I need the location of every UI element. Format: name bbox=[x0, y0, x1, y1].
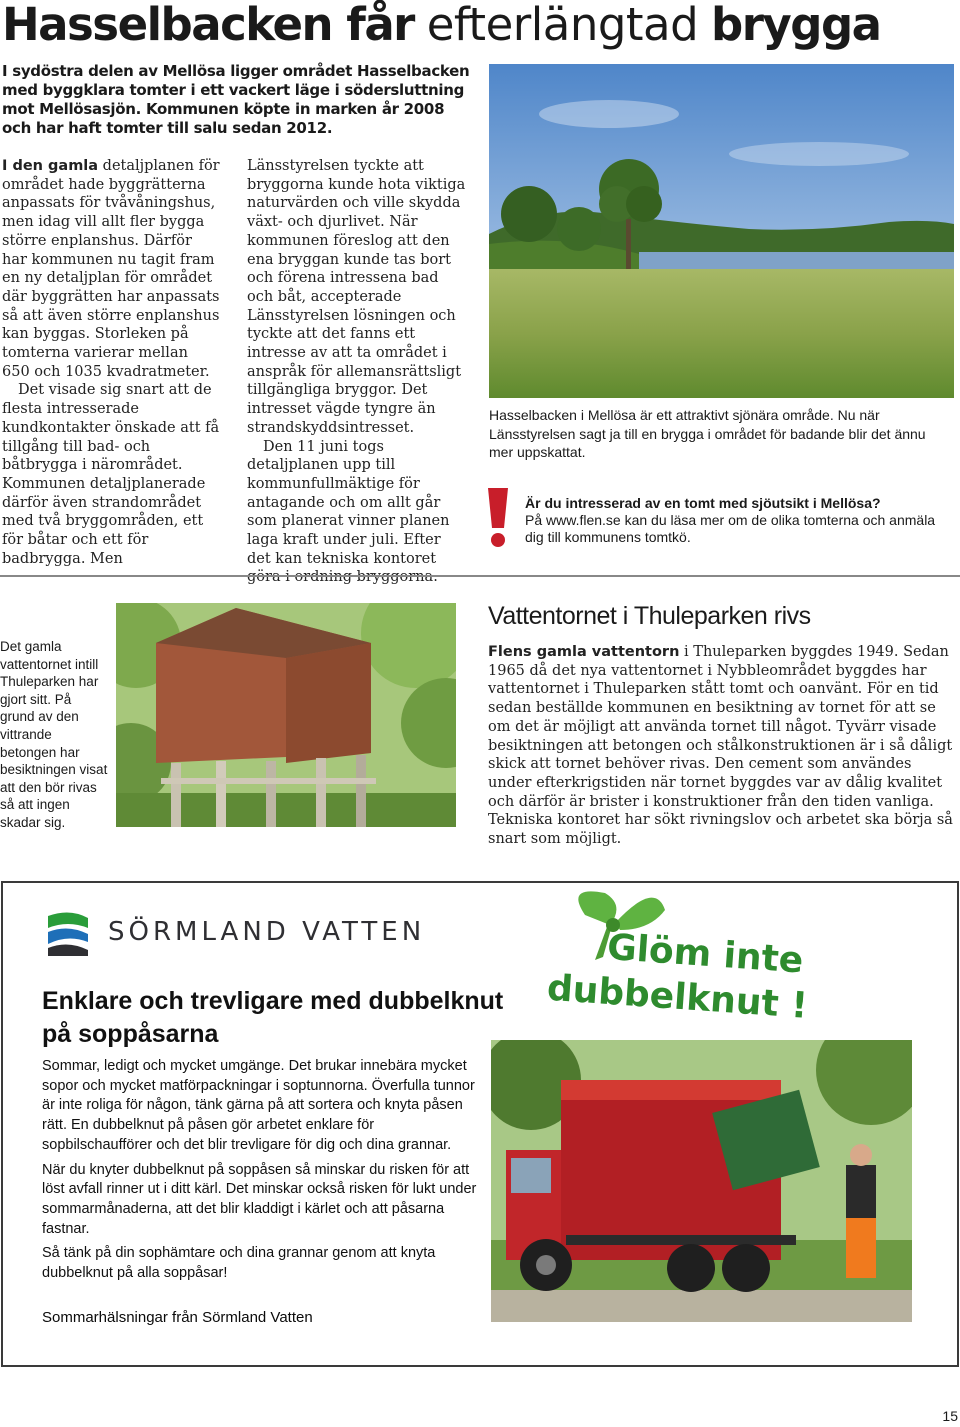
ad-paragraph-3: Så tänk på din sophämtare och dina grannar genom att knyta dubbelknut på alla soppåsar! bbox=[42, 1245, 436, 1282]
tower-lead-words: Flens gamla vattentorn bbox=[488, 644, 680, 660]
tower-article-body bbox=[488, 643, 953, 849]
article-ingress: I sydöstra delen av Mellösa ligger området Hasselbacken med byggklara tomter i ett vackert läge i södersluttning mot Mellösasjön. Kommunen köpte in marken år 2008 och har haft tomter till salu sedan 2012. bbox=[2, 62, 470, 137]
lake-photo bbox=[489, 64, 954, 398]
article-column-1 bbox=[2, 157, 220, 568]
tower-body-text: i Thuleparken byggdes 1949. Sedan 1965 då det nya vattentornet i Nybbleområdet byggdes har vattentornet i Thuleparken stått tomt och oanvänt. För en tid sedan beställde kommunen en besiktning av tornet för att se om det är möjligt att använda tornet till något. Tyvärr visade besiktningen att betongen och stålkonstruktionen är i så dåligt skick att tornet behöver rivas. Den cement som användes under efterkrigstiden när tornet byggdes var av dålig kvalitet och därför är brister i konstruktioner från den tiden vanliga. Tekniska kontoret har sökt rivningslov och arbetet ska börja så snart som möjligt. bbox=[488, 644, 953, 848]
info-text: På www.flen.se kan du läsa mer om de olika tomterna och anmäla dig till kommunens tomtkö. bbox=[525, 512, 936, 545]
logo-text: SÖRMLAND VATTEN bbox=[108, 917, 426, 947]
tower-photo-caption: Det gamla vattentornet intill Thuleparken har gjort sitt. På grund av den vittrande betongen har besiktningen visat att den bör rivas så att ingen skadar sig. bbox=[0, 639, 108, 830]
info-question: Är du intresserad av en tomt med sjöutsikt i Mellösa? bbox=[525, 495, 881, 511]
tower-article-title: Vattentornet i Thuleparken rivs bbox=[488, 602, 811, 630]
ad-paragraph-1: Sommar, ledigt och mycket umgänge. Det brukar innebära mycket sopor och mycket matförpackningar i soptunnorna. Överfulla tunnor är inte roliga för någon, tänk gärna på att sortera och knyta påsen rätt. En dubbelknut på påsen gör arbetet enklare för sopbilschaufförer och det blir trevligare för dig och dina grannar. bbox=[42, 1058, 475, 1153]
ad-body bbox=[42, 1057, 477, 1289]
headline-part-1: Hasselbacken får bbox=[2, 0, 414, 51]
article-headline bbox=[2, 0, 958, 50]
article-column-2 bbox=[247, 157, 467, 587]
info-box bbox=[525, 495, 945, 546]
column-2-paragraph-2: Den 11 juni togs detaljplanen upp till kommunfullmäktige för antagande och om allt går som planerat vinner planen laga kraft under juli. Efter det kan tekniska kontoret göra i ordning bryggorna. bbox=[247, 438, 450, 586]
slogan-graphic bbox=[545, 885, 845, 1035]
section-divider bbox=[0, 575, 960, 577]
column-2-paragraph-1: Länsstyrelsen tyckte att bryggorna kunde hota viktiga naturvärden och ville skydda växt- och djurlivet. När kommunen föreslog att den ena bryggan kunde tas bort och förena intressena bad och båt, accepterade Länsstyrelsen lösningen och tyckte att det fanns ett intresse av att ta området i anspråk för allemansrättsligt tillgängliga bryggor. Det intresset vägde tyngre än strandskyddsintresset. bbox=[247, 158, 466, 436]
headline-part-3: brygga bbox=[711, 0, 881, 51]
lake-photo-caption: Hasselbacken i Mellösa är ett attraktivt sjönära område. Nu när Länsstyrelsen sagt ja till en brygga i området för badande blir det ännu mer uppskattat. bbox=[489, 407, 926, 460]
column-1-paragraph-1: detaljplanen för området hade byggrätterna anpassats för tvåvåningshus, men idag vill allt fler bygga större enplanshus. Därför har kommunen nu tagit fram en ny detaljplan för området där byggrätten har anpassats så att även större enplanshus kan byggas. Storleken på tomterna varierar mellan 650 och 1035 kvadratmeter. bbox=[2, 158, 220, 380]
ad-signature: Sommarhälsningar från Sörmland Vatten bbox=[42, 1309, 313, 1326]
water-tower-image bbox=[116, 603, 456, 827]
column-lead-words: I den gamla bbox=[2, 158, 99, 174]
garbage-truck-image bbox=[491, 1040, 912, 1322]
slogan-line-1: Glöm inte bbox=[605, 926, 805, 982]
column-1-paragraph-2: Det visade sig snart att de flesta intresserade kundkontakter önskade att få tillgång till bad- och båtbrygga i närområdet. Kommunen detaljplanerade därför även strandområdet med två bryggområden, ett för båtar och ett för badbrygga. Men bbox=[2, 382, 220, 567]
headline-part-2: efterlängtad bbox=[426, 0, 699, 51]
page-number: 15 bbox=[942, 1408, 958, 1424]
exclamation-icon bbox=[486, 488, 510, 548]
ad-title: Enklare och trevligare med dubbelknut på soppåsarna bbox=[42, 987, 504, 1048]
slogan-line-2: dubbelknut ! bbox=[545, 967, 809, 1027]
lake-landscape-image bbox=[489, 64, 954, 398]
ad-paragraph-2: När du knyter dubbelknut på soppåsen så minskar du risken för att löst avfall rinner ut i ditt kärl. Det minskar också risken för lukt under sommarmånaderna, att det blir kladdigt i kärlet och att påsarna fastnar. bbox=[42, 1161, 477, 1237]
garbage-truck-photo bbox=[491, 1040, 912, 1322]
water-tower-photo bbox=[116, 603, 456, 827]
